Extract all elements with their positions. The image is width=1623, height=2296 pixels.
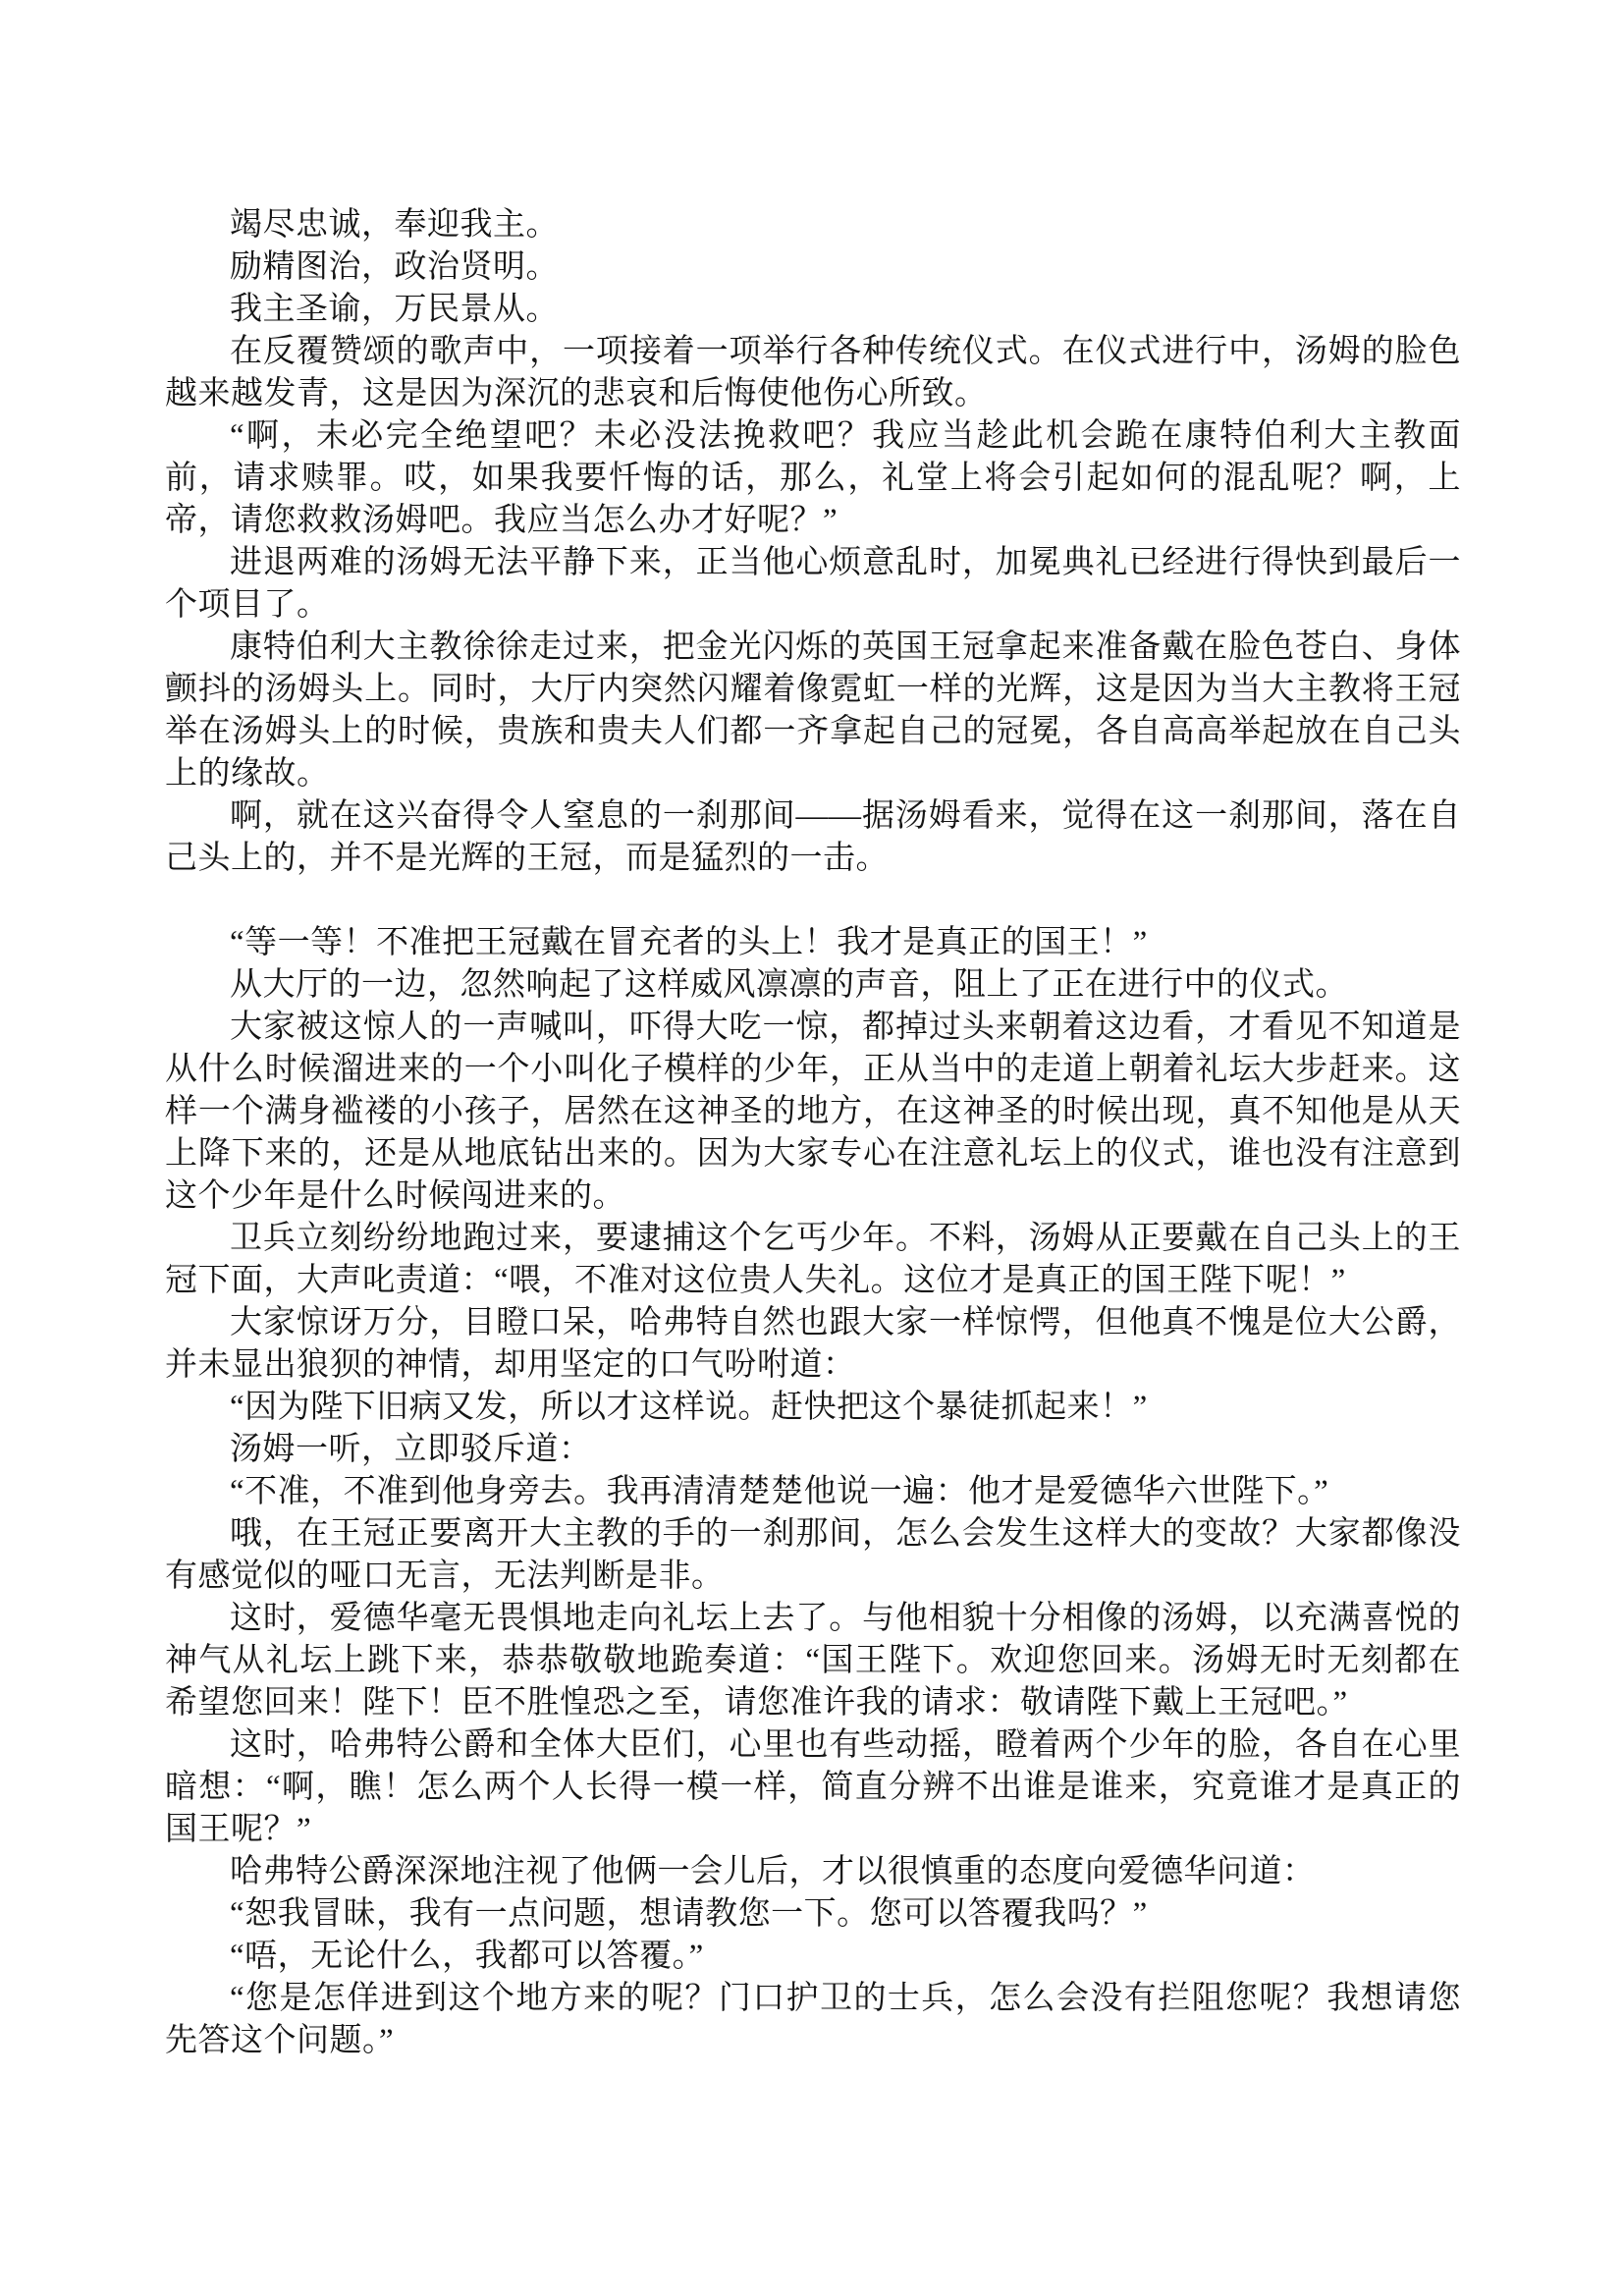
paragraph: “不准，不准到他身旁去。我再清清楚楚他说一遍：他才是爱德华六世陛下。” [230,1474,1329,1509]
paragraph: 这时，爱德华毫无畏惧地走向礼坛上去了。与他相貌十分相像的汤姆，以充满喜悦的神气从礼坛上跳下来，恭恭敬敬地跪奏道：“国王陛下。欢迎您回来。汤姆无时无刻都在希望您回来！陛下！臣不胜惶恐之至，请您准许我的请求：敬请陛下戴上王冠吧。” [165,1601,1461,1721]
paragraph: “因为陛下旧病又发，所以才这样说。赶快把这个暴徒抓起来！” [230,1390,1148,1425]
body-text [165,204,1461,2062]
paragraph: 大家惊讶万分，目瞪口呆，哈弗特自然也跟大家一样惊愕，但他真不愧是位大公爵，并未显出狼狈的神情，却用坚定的口气吩咐道： [165,1305,1461,1383]
paragraph-section-start: “等一等！不准把王冠戴在冒充者的头上！我才是真正的国王！” [230,925,1148,960]
paragraph: “唔，无论什么，我都可以答覆。” [230,1939,704,1974]
paragraph: “啊，未必完全绝望吧？未必没法挽救吧？我应当趁此机会跪在康特伯利大主教面前，请求赎罪。哎，如果我要忏悔的话，那么，礼堂上将会引起如何的混乱呢？啊，上帝，请您救救汤姆吧。我应当怎么办才好呢？” [165,418,1461,538]
paragraph: 啊，就在这兴奋得令人窒息的一刹那间——据汤姆看来，觉得在这一刹那间，落在自己头上的，并不是光辉的王冠，而是猛烈的一击。 [165,798,1461,876]
paragraph: 从大厅的一边，忽然响起了这样威风凛凛的声音，阻上了正在进行中的仪式。 [230,967,1348,1003]
paragraph: “恕我冒昧，我有一点问题，想请教您一下。您可以答覆我吗？” [230,1896,1148,1932]
verse-line: 励精图治，政治贤明。 [230,249,559,285]
paragraph: “您是怎佯进到这个地方来的呢？门口护卫的士兵，怎么会没有拦阻您呢？我想请您先答这个问题。” [165,1981,1461,2058]
verse-line: 我主圣谕，万民景从。 [230,292,559,327]
verse-line: 竭尽忠诚，奉迎我主。 [230,207,559,243]
paragraph: 进退两难的汤姆无法平静下来，正当他心烦意乱时，加冕典礼已经进行得快到最后一个项目了。 [165,545,1461,623]
paragraph: 在反覆赞颂的歌声中，一项接着一项举行各种传统仪式。在仪式进行中，汤姆的脸色越来越发青，这是因为深沉的悲哀和后悔使他伤心所致。 [165,334,1461,411]
paragraph: 哈弗特公爵深深地注视了他俩一会儿后，才以很慎重的态度向爱德华问道： [230,1854,1316,1889]
paragraph: 康特伯利大主教徐徐走过来，把金光闪烁的英国王冠拿起来准备戴在脸色苍白、身体颤抖的汤姆头上。同时，大厅内突然闪耀着像霓虹一样的光辉，这是因为当大主教将王冠举在汤姆头上的时候，贵族和贵夫人们都一齐拿起自己的冠冕，各自高高举起放在自己头上的缘故。 [165,629,1461,792]
paragraph: 哦，在王冠正要离开大主教的手的一刹那间，怎么会发生这样大的变故？大家都像没有感觉似的哑口无言，无法判断是非。 [165,1516,1461,1594]
paragraph: 大家被这惊人的一声喊叫，吓得大吃一惊，都掉过头来朝着这边看，才看见不知道是从什么时候溜进来的一个小叫化子模样的少年，正从当中的走道上朝着礼坛大步赶来。这样一个满身褴褛的小孩子，居然在这神圣的地方，在这神圣的时候出现，真不知他是从天上降下来的，还是从地底钻出来的。因为大家专心在注意礼坛上的仪式，谁也没有注意到这个少年是什么时候闯进来的。 [165,1010,1461,1214]
paragraph: 卫兵立刻纷纷地跑过来，要逮捕这个乞丐少年。不料，汤姆从正要戴在自己头上的王冠下面，大声叱责道：“喂，不准对这位贵人失礼。这位才是真正的国王陛下呢！” [165,1221,1461,1298]
paragraph: 这时，哈弗特公爵和全体大臣们，心里也有些动摇，瞪着两个少年的脸，各自在心里暗想：“啊，瞧！怎么两个人长得一模一样，简直分辨不出谁是谁来，究竟谁才是真正的国王呢？” [165,1727,1461,1847]
paragraph: 汤姆一听，立即驳斥道： [230,1432,592,1467]
